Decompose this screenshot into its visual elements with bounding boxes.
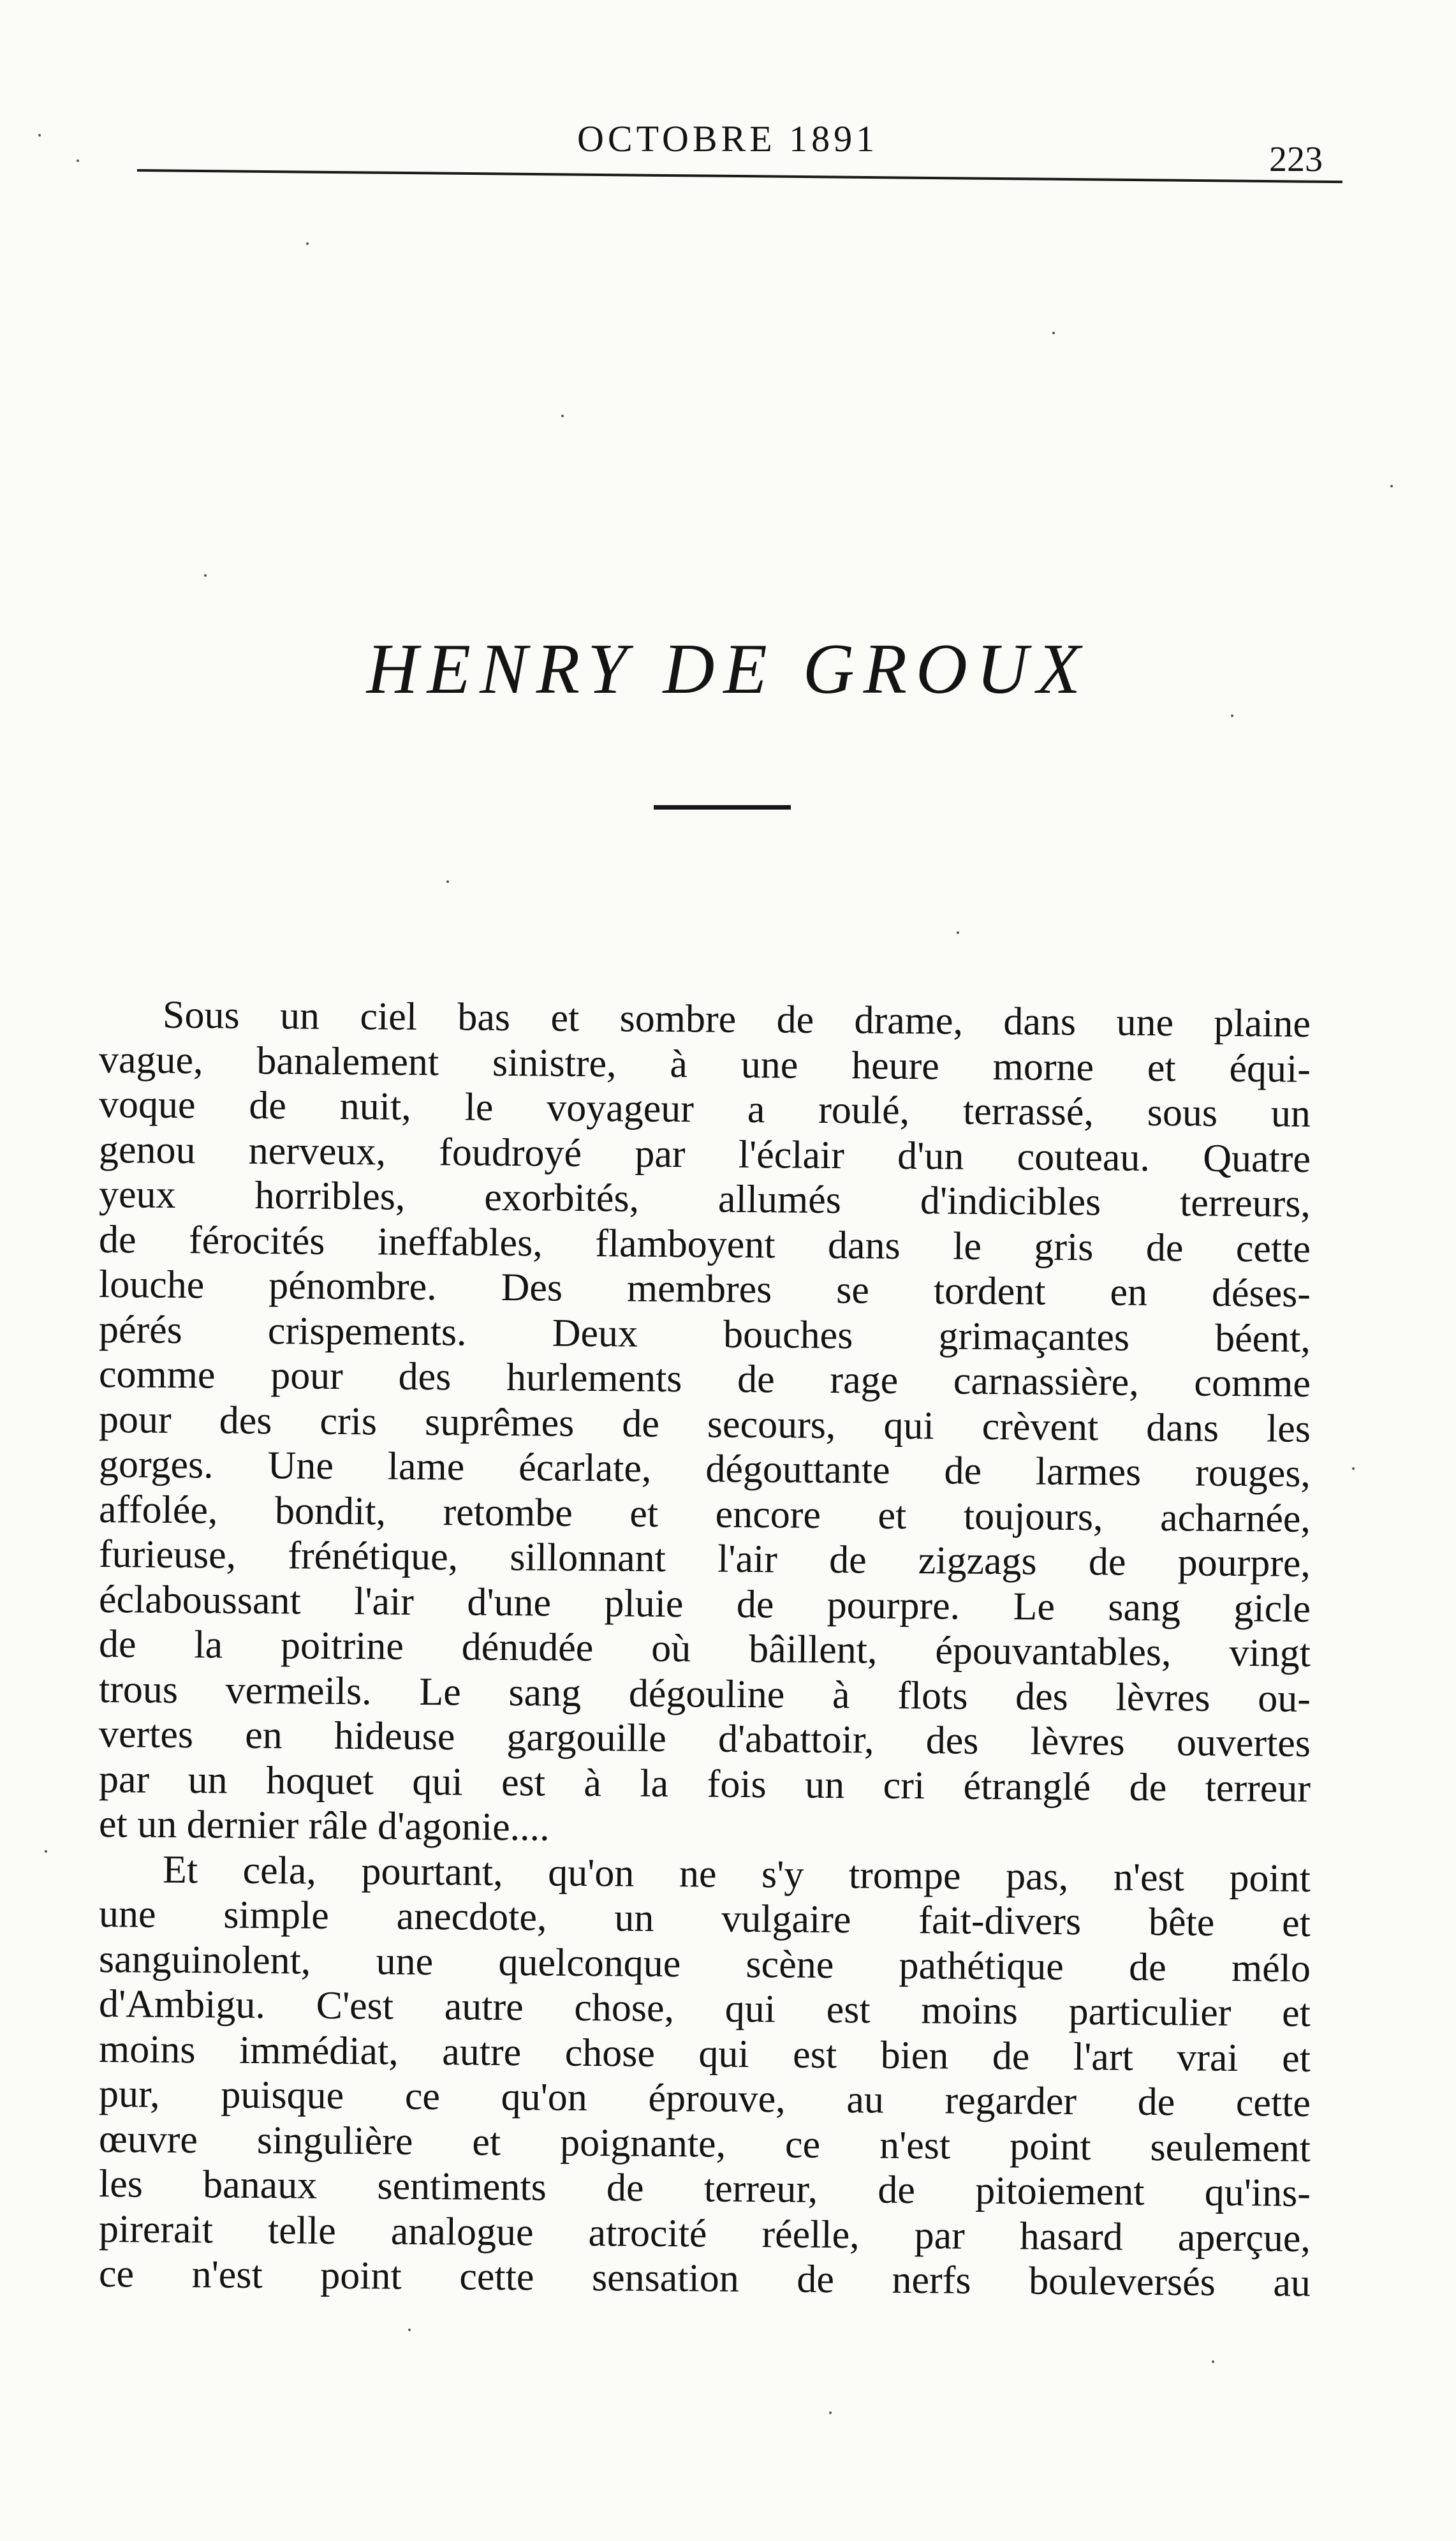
scan-speck <box>306 242 309 245</box>
text-line: moins immédiat, autre chose qui est bien de l'art vrai et <box>98 2027 1311 2080</box>
scan-speck <box>408 2329 411 2331</box>
text-line: ce n'est point cette sensation de nerfs bouleversés au <box>98 2252 1311 2305</box>
scan-speck <box>45 1850 47 1853</box>
running-title: OCTOBRE 1891 <box>577 118 879 159</box>
text-line: louche pénombre. Des membres se tordent en déses- <box>98 1263 1311 1315</box>
text-line: Sous un ciel bas et sombre de drame, dans une plaine <box>162 993 1311 1046</box>
text-line: Et cela, pourtant, qu'on ne s'y trompe pas, n'est point <box>162 1848 1311 1900</box>
text-line: les banaux sentiments de terreur, de pitoiement qu'ins- <box>98 2162 1311 2215</box>
text-line: gorges. Une lame écarlate, dégouttante de larmes rouges, <box>98 1442 1311 1495</box>
text-line: affolée, bondit, retombe et encore et toujours, acharnée, <box>98 1487 1311 1541</box>
scan-speck <box>1231 715 1233 717</box>
running-head <box>0 114 1456 184</box>
text-line: par un hoquet qui est à la fois un cri étranglé de terreur <box>98 1757 1311 1811</box>
scan-speck <box>38 134 41 137</box>
scan-speck <box>1390 485 1393 487</box>
article-title: HENRY DE GROUX <box>366 630 1090 709</box>
scan-speck <box>446 880 449 883</box>
scan-speck <box>829 2411 832 2414</box>
text-line: œuvre singulière et poignante, ce n'est point seulement <box>98 2117 1311 2170</box>
title-rule <box>654 805 791 810</box>
text-line: pour des cris suprêmes de secours, qui crèvent dans les <box>98 1397 1311 1451</box>
text-line: trous vermeils. Le sang dégouline à flots des lèvres ou- <box>98 1667 1311 1721</box>
text-line: de la poitrine dénudée où bâillent, épouvantables, vingt <box>98 1622 1311 1675</box>
text-line: une simple anecdote, un vulgaire fait-divers bête et <box>98 1892 1311 1945</box>
scan-speck <box>1352 1467 1355 1470</box>
text-line: genou nerveux, foudroyé par l'éclair d'un couteau. Quatre <box>98 1127 1311 1181</box>
text-line: pirerait telle analogue atrocité réelle, par hasard aperçue, <box>98 2207 1311 2260</box>
text-line: pur, puisque ce qu'on éprouve, au regarder de cette <box>98 2072 1311 2125</box>
scan-speck <box>1212 2360 1214 2363</box>
scan-speck <box>561 415 564 417</box>
text-line: yeux horribles, exorbités, allumés d'indicibles terreurs, <box>98 1173 1311 1226</box>
scan-speck <box>957 931 959 934</box>
text-line: voque de nuit, le voyageur a roulé, terrassé, sous un <box>98 1083 1311 1136</box>
text-line: de férocités ineffables, flamboyent dans le gris de cette <box>98 1217 1311 1271</box>
scan-speck <box>77 159 79 162</box>
text-line: sanguinolent, une quelconque scène pathétique de mélo <box>98 1937 1311 1990</box>
text-line: et un dernier râle d'agonie.... <box>98 1802 550 1849</box>
text-line: comme pour des hurlements de rage carnassière, comme <box>98 1352 1311 1405</box>
text-line: vague, banalement sinistre, à une heure morne et équi- <box>98 1037 1311 1091</box>
text-line: vertes en hideuse gargouille d'abattoir, des lèvres ouvertes <box>98 1712 1311 1765</box>
text-line: pérés crispements. Deux bouches grimaçantes béent, <box>98 1307 1311 1361</box>
text-line: furieuse, frénétique, sillonnant l'air de zigzags de pourpre, <box>98 1532 1311 1585</box>
page-number: 223 <box>1269 140 1323 179</box>
text-line: d'Ambigu. C'est autre chose, qui est moins particulier et <box>98 1982 1311 2035</box>
scan-speck <box>204 574 207 577</box>
article-body <box>98 992 1311 2305</box>
scan-speck <box>1052 332 1055 334</box>
text-line: éclaboussant l'air d'une pluie de pourpre. Le sang gicle <box>98 1577 1311 1631</box>
